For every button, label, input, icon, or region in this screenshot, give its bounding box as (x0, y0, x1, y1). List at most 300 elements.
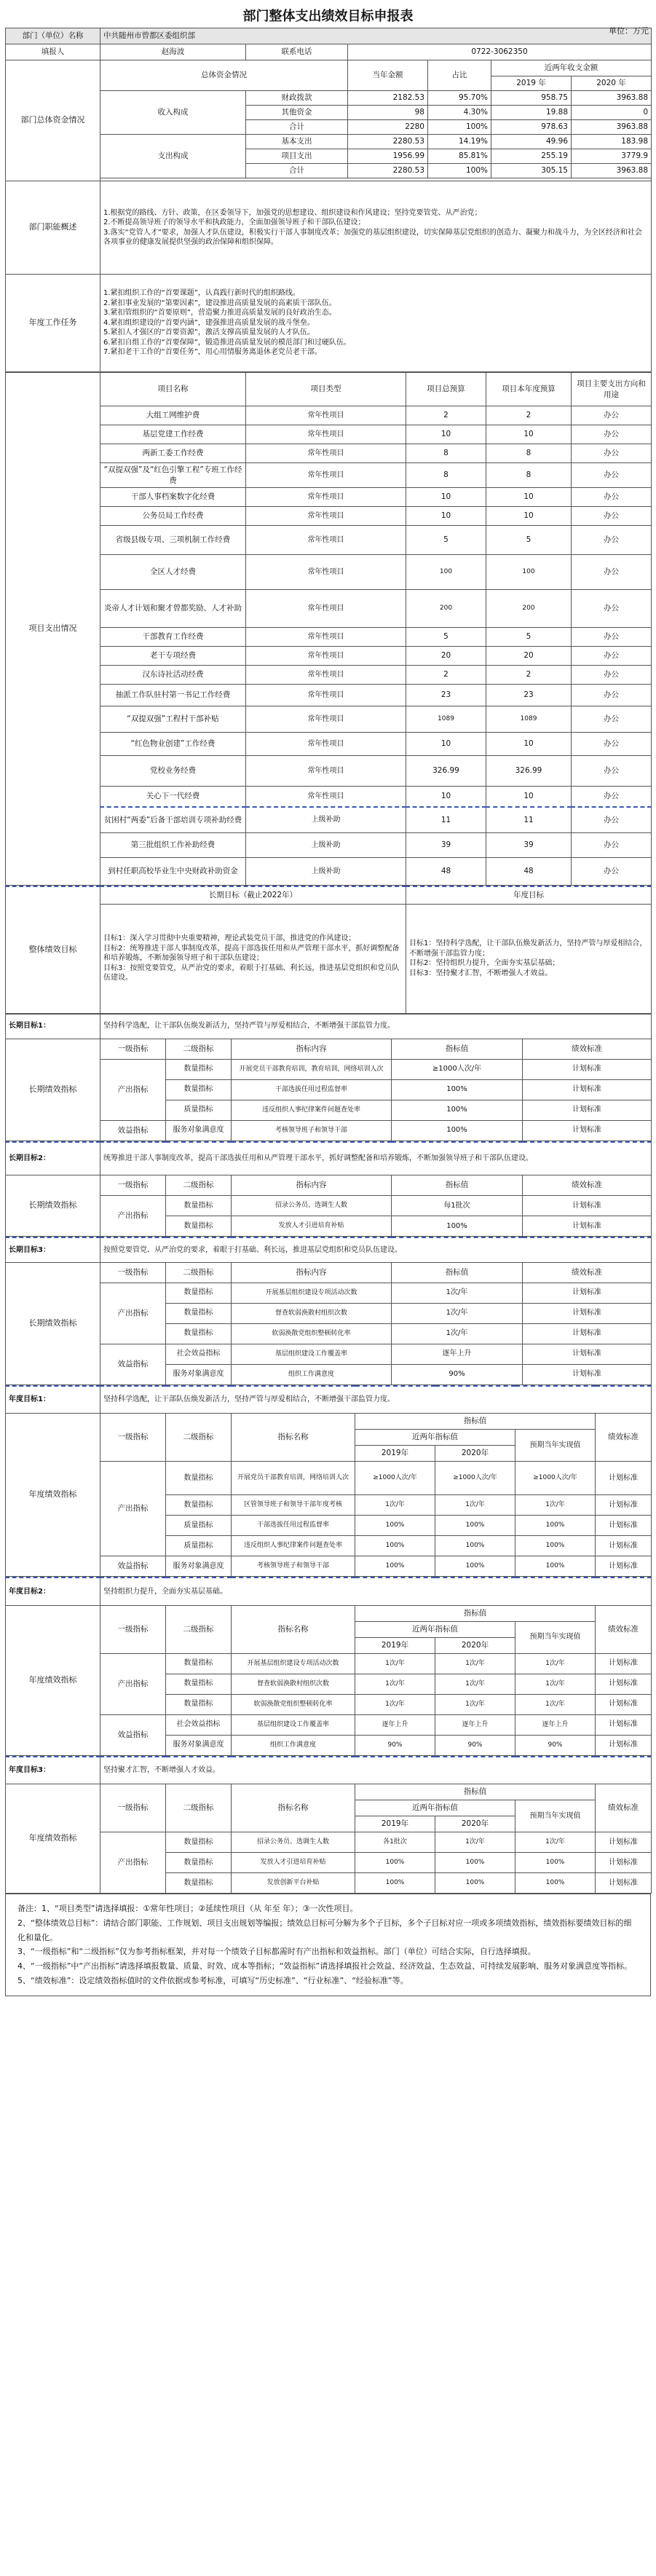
level1-indicator: 效益指标 (100, 1120, 166, 1141)
project-year-budget: 200 (486, 590, 572, 628)
project-budget: 100 (406, 555, 486, 590)
col-project-year-budget: 项目本年度预算 (486, 373, 572, 406)
project-year-budget: 5 (486, 526, 572, 555)
project-use: 办公 (572, 733, 652, 756)
income-amount: 98 (348, 106, 428, 120)
indicator-2019: 各1批次 (355, 1832, 435, 1853)
level1-indicator: 产出指标 (100, 1653, 166, 1714)
year-goal-header: 年度目标 (406, 886, 652, 904)
level2-indicator: 数量指标 (166, 1283, 232, 1303)
year-goal-table (5, 1577, 652, 1756)
col-indicator-name: 指标名称 (232, 1784, 355, 1832)
col-level1: 一级指标 (100, 1175, 166, 1196)
project-year-budget: 48 (486, 858, 572, 886)
project-name: 老干专项经费 (100, 647, 246, 666)
income-2019: 978.63 (491, 120, 572, 135)
long-indicator-label: 长期绩效指标 (6, 1039, 100, 1141)
indicator-2020: 1次/年 (435, 1674, 515, 1694)
indicator-2019: 100% (355, 1536, 435, 1556)
income-share: 100% (428, 120, 491, 135)
level2-indicator: 服务对象满意度 (166, 1556, 232, 1577)
project-budget: 48 (406, 858, 486, 886)
indicator-row (6, 1556, 652, 1577)
indicator-standard: 计划标准 (596, 1853, 652, 1873)
col-share: 占比 (428, 60, 491, 91)
col-year2: 2020年 (435, 1446, 515, 1462)
income-2020: 0 (572, 106, 652, 120)
project-name: 省级县级专项、三项机制工作经费 (100, 526, 246, 555)
col-level2: 二级指标 (166, 1784, 232, 1832)
tasks-label: 年度工作任务 (6, 275, 100, 372)
year-goal-label: 年度目标3： (6, 1757, 100, 1784)
indicator-plan: 100% (515, 1873, 596, 1894)
income-share: 95.70% (428, 91, 491, 106)
indicator-name: 开展党员干部教育培训，网络培训人次 (232, 1462, 355, 1495)
indicator-name: 区管领导班子和领导干部年度考核 (232, 1495, 355, 1516)
project-row (6, 647, 652, 666)
indicator-row (6, 1059, 652, 1079)
income-label: 收入构成 (100, 91, 246, 135)
col-history: 近两年指标值 (355, 1430, 515, 1446)
col-project-name: 项目名称 (100, 373, 246, 406)
project-year-budget: 10 (486, 425, 572, 444)
project-budget: 2 (406, 666, 486, 685)
level1-indicator: 产出指标 (100, 1832, 166, 1894)
project-budget: 2 (406, 406, 486, 425)
indicator-plan: 90% (515, 1735, 596, 1755)
indicator-content: 发放人才引进培育补贴 (232, 1216, 392, 1237)
level2-indicator: 质量指标 (166, 1100, 232, 1120)
project-year-budget: 326.99 (486, 756, 572, 787)
indicator-2019: 1次/年 (355, 1674, 435, 1694)
col-indicator-value: 指标值 (355, 1784, 596, 1800)
col-year2: 2020年 (435, 1637, 515, 1653)
indicator-plan: 1次/年 (515, 1495, 596, 1516)
indicator-plan: 1次/年 (515, 1674, 596, 1694)
project-use: 办公 (572, 555, 652, 590)
col-value: 指标值 (392, 1262, 523, 1283)
col-level2: 二级指标 (166, 1414, 232, 1462)
project-budget: 326.99 (406, 756, 486, 787)
project-name: 大组工网维护费 (100, 406, 246, 425)
col-value: 指标值 (392, 1175, 523, 1196)
indicator-plan: 100% (515, 1536, 596, 1556)
level2-indicator: 数量指标 (166, 1303, 232, 1323)
col-history: 近两年指标值 (355, 1621, 515, 1637)
project-row (6, 406, 652, 425)
project-name: 第三批组织工作补助经费 (100, 833, 246, 858)
project-use: 办公 (572, 833, 652, 858)
indicator-row (6, 1714, 652, 1735)
project-type: 常年性项目 (246, 488, 406, 507)
indicator-value: 1次/年 (392, 1283, 523, 1303)
indicator-plan: 1次/年 (515, 1694, 596, 1714)
project-year-budget: 20 (486, 647, 572, 666)
project-type: 常年性项目 (246, 555, 406, 590)
indicator-2019: 1次/年 (355, 1694, 435, 1714)
project-type: 常年性项目 (246, 628, 406, 647)
col-current-amount: 当年金额 (348, 60, 428, 91)
long-goal-label: 长期目标3： (6, 1237, 100, 1262)
year-goal-desc: 坚持科学选配，让干部队伍焕发新活力，坚持严管与厚爱相结合，不断增强干部监管力度。 (100, 1386, 652, 1414)
project-type: 常年性项目 (246, 590, 406, 628)
col-content: 指标内容 (232, 1039, 392, 1059)
project-row (6, 666, 652, 685)
indicator-name: 发放创新平台补贴 (232, 1873, 355, 1894)
project-name: 党校业务经费 (100, 756, 246, 787)
header-table (5, 28, 652, 372)
project-name: 干部教育工作经费 (100, 628, 246, 647)
project-name: 全区人才经费 (100, 555, 246, 590)
expense-2019: 305.15 (491, 164, 572, 178)
expense-name: 项目支出 (246, 149, 348, 164)
project-type: 常年性项目 (246, 787, 406, 807)
project-row (6, 685, 652, 706)
year-indicator-label: 年度绩效指标 (6, 1605, 100, 1755)
project-use: 办公 (572, 628, 652, 647)
project-type: 常年性项目 (246, 463, 406, 488)
project-name: 到村任职高校毕业生中央财政补助资金 (100, 858, 246, 886)
project-name: “双提双强”工程村干部补贴 (100, 706, 246, 733)
indicator-standard: 计划标准 (596, 1653, 652, 1674)
project-budget: 8 (406, 444, 486, 463)
expense-2020: 3779.9 (572, 149, 652, 164)
indicator-standard: 计划标准 (596, 1516, 652, 1536)
level1-indicator: 产出指标 (100, 1196, 166, 1237)
indicator-2019: 1次/年 (355, 1653, 435, 1674)
indicator-2019: ≥1000人次/年 (355, 1462, 435, 1495)
project-name: 公务员局工作经费 (100, 507, 246, 526)
level1-indicator: 效益指标 (100, 1556, 166, 1577)
col-level1: 一级指标 (100, 1784, 166, 1832)
indicator-row (6, 1653, 652, 1674)
notes-table (5, 1894, 651, 1996)
funds-section-label: 部门总体资金情况 (6, 60, 100, 181)
indicator-value: ≥1000人次/年 (392, 1059, 523, 1079)
indicator-standard: 计划标准 (523, 1100, 652, 1120)
level2-indicator: 数量指标 (166, 1323, 232, 1344)
level1-indicator: 产出指标 (100, 1462, 166, 1556)
phone-label: 联系电话 (246, 44, 348, 60)
project-type: 常年性项目 (246, 706, 406, 733)
income-share: 4.30% (428, 106, 491, 120)
indicator-standard: 计划标准 (523, 1303, 652, 1323)
long-goal-label: 长期目标2： (6, 1142, 100, 1175)
project-row (6, 807, 652, 833)
col-project-budget: 项目总预算 (406, 373, 486, 406)
expense-2020: 183.98 (572, 135, 652, 149)
indicator-standard: 计划标准 (523, 1196, 652, 1216)
project-type: 常年性项目 (246, 733, 406, 756)
income-amount: 2182.53 (348, 91, 428, 106)
col-year1: 2019年 (355, 1637, 435, 1653)
duties-text: 1.根据党的路线、方针、政策，在区委领导下，加强党的思想建设、组织建设和作风建设；坚持党要管党、从严治党； 2.不断提高领导班子的领导水平和执政能力，全面加强领导班子和干部队伍建设； 3.落实“党管人才”要求，加强人才队伍建设，积极实行干部人事制度改革；加强党的基层组织建设，切实保障基层党组织的创造力、凝聚力和战斗力，为全区经济和社会各项事业的健康发展提供坚强的政治保障和组织保障。 (100, 181, 652, 275)
project-budget: 23 (406, 685, 486, 706)
project-use: 办公 (572, 807, 652, 833)
indicator-row (6, 1196, 652, 1216)
project-budget: 10 (406, 787, 486, 807)
project-row (6, 444, 652, 463)
project-row (6, 507, 652, 526)
income-amount: 2280 (348, 120, 428, 135)
income-name: 合计 (246, 120, 348, 135)
indicator-name: 督查软弱涣散村组织次数 (232, 1674, 355, 1694)
indicator-standard: 计划标准 (523, 1344, 652, 1364)
unit-label: 单位：万元 (609, 26, 649, 36)
col-indicator-name: 指标名称 (232, 1605, 355, 1653)
indicator-2020: ≥1000人次/年 (435, 1462, 515, 1495)
expense-amount: 2280.53 (348, 135, 428, 149)
indicator-name: 基层组织建设工作覆盖率 (232, 1714, 355, 1735)
indicator-name: 考核领导班子和领导干部 (232, 1556, 355, 1577)
project-name: 干部人事档案数字化经费 (100, 488, 246, 507)
project-budget: 200 (406, 590, 486, 628)
indicator-content: 招录公务员、选调生人数 (232, 1196, 392, 1216)
projects-label: 项目支出情况 (6, 373, 100, 886)
project-budget: 1089 (406, 706, 486, 733)
project-type: 常年性项目 (246, 406, 406, 425)
col-level1: 一级指标 (100, 1039, 166, 1059)
overall-funds-label: 总体资金情况 (100, 60, 348, 91)
col-plan: 预期当年实现值 (515, 1621, 596, 1653)
expense-amount: 2280.53 (348, 164, 428, 178)
project-use: 办公 (572, 647, 652, 666)
project-type: 上级补助 (246, 833, 406, 858)
project-use: 办公 (572, 590, 652, 628)
indicator-plan: 1次/年 (515, 1653, 596, 1674)
project-year-budget: 39 (486, 833, 572, 858)
long-goal-table (5, 1141, 652, 1237)
indicator-content: 开展党员干部教育培训，教育培训，网络培训人次 (232, 1059, 392, 1079)
long-goal-desc: 坚持科学选配，让干部队伍焕发新活力，坚持严管与厚爱相结合，不断增强干部监管力度。 (100, 1014, 652, 1039)
dept-name: 中共随州市曾都区委组织部 (100, 28, 652, 44)
project-year-budget: 10 (486, 488, 572, 507)
project-year-budget: 100 (486, 555, 572, 590)
project-budget: 10 (406, 507, 486, 526)
project-type: 常年性项目 (246, 444, 406, 463)
indicator-standard: 计划标准 (523, 1216, 652, 1237)
income-2019: 19.88 (491, 106, 572, 120)
indicator-value: 每1批次 (392, 1196, 523, 1216)
level2-indicator: 社会效益指标 (166, 1344, 232, 1364)
indicator-standard: 计划标准 (523, 1283, 652, 1303)
indicator-name: 违反组织人事纪律案件问题查处率 (232, 1536, 355, 1556)
col-year1: 2019年 (355, 1816, 435, 1832)
indicator-standard: 计划标准 (523, 1364, 652, 1384)
long-goals-section (0, 1014, 656, 1385)
level2-indicator: 数量指标 (166, 1462, 232, 1495)
project-type: 上级补助 (246, 858, 406, 886)
indicator-2020: 1次/年 (435, 1832, 515, 1853)
project-budget: 10 (406, 425, 486, 444)
long-indicator-label: 长期绩效指标 (6, 1262, 100, 1384)
indicator-2020: 100% (435, 1516, 515, 1536)
indicator-plan: 100% (515, 1853, 596, 1873)
goals-table (5, 886, 652, 1014)
project-budget: 8 (406, 463, 486, 488)
project-budget: 20 (406, 647, 486, 666)
indicator-2019: 90% (355, 1735, 435, 1755)
indicator-2020: 100% (435, 1873, 515, 1894)
indicator-row (6, 1120, 652, 1141)
col-standard: 绩效标准 (596, 1414, 652, 1462)
indicator-name: 发放人才引进培育补贴 (232, 1853, 355, 1873)
col-recent: 近两年收支金额 (491, 60, 652, 76)
project-row (6, 787, 652, 807)
long-goal-table (5, 1014, 652, 1141)
long-goal-table (5, 1237, 652, 1385)
indicator-value: 90% (392, 1364, 523, 1384)
indicator-content: 考核领导班子和领导干部 (232, 1120, 392, 1141)
indicator-2019: 100% (355, 1556, 435, 1577)
col-standard: 绩效标准 (523, 1262, 652, 1283)
indicator-value: 100% (392, 1100, 523, 1120)
project-use: 办公 (572, 488, 652, 507)
level2-indicator: 数量指标 (166, 1853, 232, 1873)
year-goal-desc: 坚持组织力提升，全面夯实基层基础。 (100, 1577, 652, 1605)
year-goal-desc: 坚持聚才汇智，不断增强人才效益。 (100, 1757, 652, 1784)
year-goal-label: 年度目标1： (6, 1386, 100, 1414)
project-use: 办公 (572, 787, 652, 807)
level2-indicator: 数量指标 (166, 1694, 232, 1714)
indicator-plan: 1次/年 (515, 1832, 596, 1853)
project-name: 汉东诗社活动经费 (100, 666, 246, 685)
col-level1: 一级指标 (100, 1414, 166, 1462)
indicator-standard: 计划标准 (596, 1462, 652, 1495)
long-goal-header: 长期目标（截止2022年） (100, 886, 406, 904)
income-name: 其他资金 (246, 106, 348, 120)
project-use: 办公 (572, 507, 652, 526)
indicator-2019: 100% (355, 1873, 435, 1894)
project-budget: 10 (406, 733, 486, 756)
col-level2: 二级指标 (166, 1605, 232, 1653)
project-use: 办公 (572, 425, 652, 444)
col-level2: 二级指标 (166, 1175, 232, 1196)
col-standard: 绩效标准 (596, 1784, 652, 1832)
project-row (6, 706, 652, 733)
expense-name: 合计 (246, 164, 348, 178)
indicator-plan: 100% (515, 1516, 596, 1536)
level2-indicator: 数量指标 (166, 1873, 232, 1894)
project-use: 办公 (572, 526, 652, 555)
indicator-name: 开展基层组织建设专项活动次数 (232, 1653, 355, 1674)
project-use: 办公 (572, 463, 652, 488)
level2-indicator: 质量指标 (166, 1516, 232, 1536)
income-2020: 3963.88 (572, 120, 652, 135)
project-use: 办公 (572, 666, 652, 685)
project-use: 办公 (572, 444, 652, 463)
page-title: 部门整体支出绩效目标申报表 (242, 9, 414, 24)
col-standard: 绩效标准 (523, 1039, 652, 1059)
year-goal-table (5, 1385, 652, 1577)
project-type: 常年性项目 (246, 685, 406, 706)
year-goal-table (5, 1756, 652, 1894)
col-project-type: 项目类型 (246, 373, 406, 406)
expense-label: 支出构成 (100, 135, 246, 178)
project-row (6, 488, 652, 507)
expense-2019: 49.96 (491, 135, 572, 149)
col-level1: 一级指标 (100, 1262, 166, 1283)
project-budget: 5 (406, 628, 486, 647)
project-budget: 39 (406, 833, 486, 858)
indicator-2019: 逐年上升 (355, 1714, 435, 1735)
indicator-content: 干部选拔任用过程监督率 (232, 1079, 392, 1100)
project-name: 抽派工作队驻村第一书记工作经费 (100, 685, 246, 706)
project-type: 常年性项目 (246, 756, 406, 787)
col-level2: 二级指标 (166, 1039, 232, 1059)
filler-label: 填报人 (6, 44, 100, 60)
project-row (6, 555, 652, 590)
long-goal-desc: 统筹推进干部人事制度改革，提高干部选拔任用和从严管理干部水平，抓好调整配备和培养锻炼，不断加强领导班子和干部队伍建设。 (100, 1142, 652, 1175)
indicator-standard: 计划标准 (596, 1873, 652, 1894)
indicator-row (6, 1283, 652, 1303)
indicator-2020: 1次/年 (435, 1694, 515, 1714)
col-value: 指标值 (392, 1039, 523, 1059)
level2-indicator: 数量指标 (166, 1079, 232, 1100)
project-use: 办公 (572, 685, 652, 706)
long-indicator-label: 长期绩效指标 (6, 1175, 100, 1237)
filler-name: 赵海波 (100, 44, 246, 60)
indicator-name: 组织工作满意度 (232, 1735, 355, 1755)
project-budget: 11 (406, 807, 486, 833)
col-content: 指标内容 (232, 1262, 392, 1283)
level2-indicator: 数量指标 (166, 1653, 232, 1674)
project-row (6, 463, 652, 488)
indicator-2020: 1次/年 (435, 1495, 515, 1516)
project-row (6, 858, 652, 886)
indicator-plan: 100% (515, 1556, 596, 1577)
project-type: 常年性项目 (246, 425, 406, 444)
project-name: 关心下一代经费 (100, 787, 246, 807)
level2-indicator: 质量指标 (166, 1536, 232, 1556)
indicator-2019: 100% (355, 1853, 435, 1873)
level2-indicator: 服务对象满意度 (166, 1735, 232, 1755)
project-name: 贫困村“两委”后备干部培训专项补助经费 (100, 807, 246, 833)
project-year-budget: 2 (486, 406, 572, 425)
level2-indicator: 社会效益指标 (166, 1714, 232, 1735)
indicator-2020: 100% (435, 1853, 515, 1873)
project-use: 办公 (572, 406, 652, 425)
col-standard: 绩效标准 (523, 1175, 652, 1196)
project-row (6, 833, 652, 858)
indicator-row (6, 1462, 652, 1495)
indicator-value: 100% (392, 1079, 523, 1100)
project-use: 办公 (572, 756, 652, 787)
indicator-value: 1次/年 (392, 1303, 523, 1323)
expense-share: 100% (428, 164, 491, 178)
indicator-2020: 90% (435, 1735, 515, 1755)
dept-label: 部门（单位）名称 (6, 28, 100, 44)
expense-share: 14.19% (428, 135, 491, 149)
project-name: “红色物业创建”工作经费 (100, 733, 246, 756)
project-row (6, 756, 652, 787)
level1-indicator: 效益指标 (100, 1714, 166, 1755)
year-goals-section (0, 1385, 656, 1894)
project-year-budget: 11 (486, 807, 572, 833)
indicator-value: 1次/年 (392, 1323, 523, 1344)
income-2019: 958.75 (491, 91, 572, 106)
indicator-plan: 逐年上升 (515, 1714, 596, 1735)
col-level1: 一级指标 (100, 1605, 166, 1653)
year-goal-label: 年度目标2： (6, 1577, 100, 1605)
project-name: 炎帝人才计划和聚才曾都奖励、人才补助 (100, 590, 246, 628)
indicator-2020: 逐年上升 (435, 1714, 515, 1735)
project-use: 办公 (572, 858, 652, 886)
project-row (6, 628, 652, 647)
notes-text: 备注：1、“项目类型”请选择填报：①常年性项目；②延续性项目（从 年至 年）；③一次性项目。 2、“整体绩效总目标”：请结合部门职能、工作规划、项目支出规划等编报；绩效总目标可分解为多个子目标，多个子目标对应一项或多项绩效指标，绩效指标要绩效目标的细化和量化。 3、“一级指标”和“二级指标”仅为参考指标框架，并对每一个绩效子目标都需时有产出指标和效益指标。部门（单位）可结合实际，自行选择填报。 4、“一级指标”中“产出指标”请选择填报数量、质量、时效、成本等指标；“效益指标”请选择填报社会效益、经济效益、生态效益、可持续发展影响、服务对象满意度等指标。 5、“绩效标准”：设定绩效指标值时的文件依据或参考标准，可填写“历史标准”、“行业标准”、“经验标准”等。 (6, 1894, 651, 1996)
project-year-budget: 10 (486, 507, 572, 526)
projects-table (5, 372, 652, 886)
